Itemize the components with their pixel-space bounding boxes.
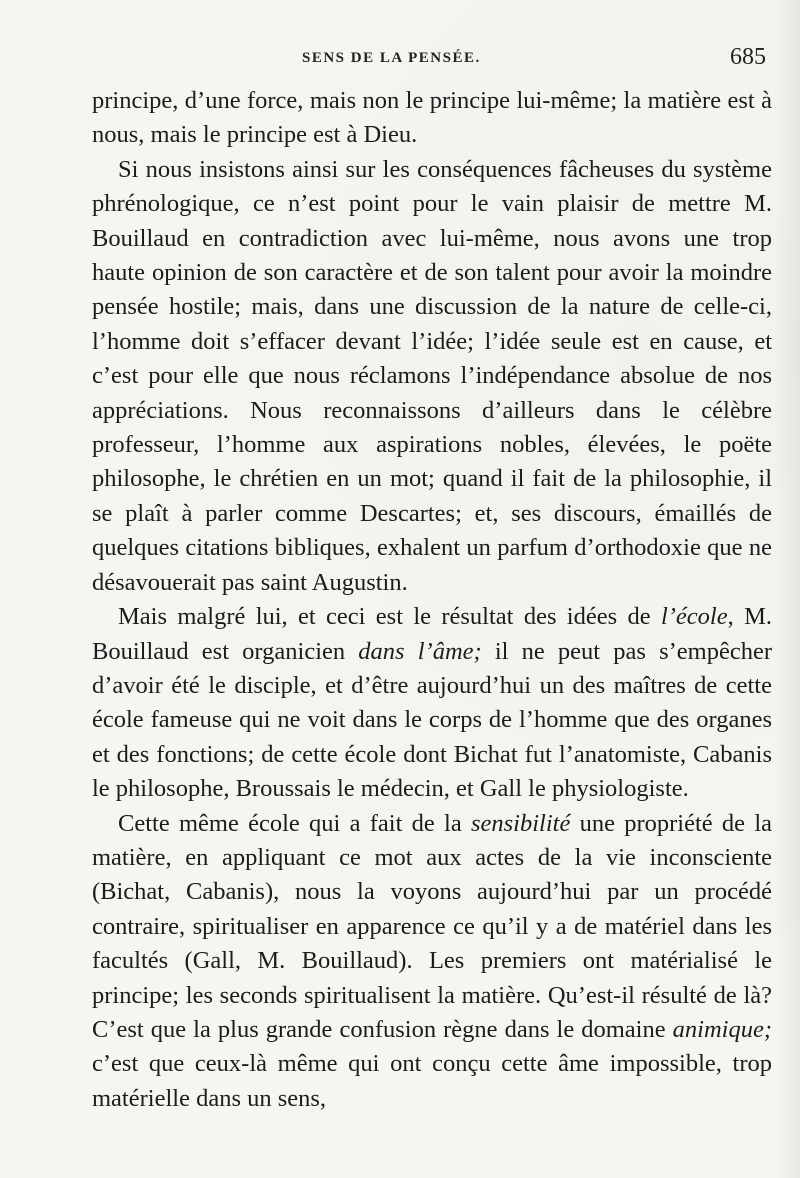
text-segment: c’est que ceux-là même qui ont conçu cette âme impossible, trop matérielle dans un sens, xyxy=(92,1050,772,1112)
page-edge-shadow xyxy=(774,0,800,1178)
running-title: SENS DE LA PENSÉE. xyxy=(302,50,481,66)
italic-text-segment: dans l’âme; xyxy=(358,637,482,665)
italic-text-segment: l’école xyxy=(660,603,728,631)
text-segment: principe, d’une force, mais non le principe lui-même; la matière est à nous, mais le principe est à Dieu. xyxy=(92,87,772,149)
page-number: 685 xyxy=(730,44,766,70)
text-segment: Si nous insistons ainsi sur les conséquences fâcheuses du système phrénologique, ce n’est point pour le vain plaisir de mettre M. Bouillaud en contradiction avec lui-même, nous avons une trop haute opinion de son caractère et de son talent pour avoir la moindre pensée hostile; mais, dans une discussion de la nature de celle-ci, l’homme doit s’effacer devant l’idée; l’idée seule est en cause, et c’est pour elle que nous réclamons l’indépendance absolue de nos appréciations. Nous reconnaissons d’ailleurs dans le célèbre professeur, l’homme aux aspirations nobles, élevées, le poëte philosophe, le chrétien en un mot; quand il fait de la philosophie, il se plaît à parler comme Descartes; et, ses discours, émaillés de quelques citations bibliques, exhalent un parfum d’orthodoxie que ne désavouerait pas saint Augustin. xyxy=(92,155,772,596)
paragraph-4 xyxy=(92,807,772,1117)
italic-text-segment: sensibilité xyxy=(470,809,571,837)
paragraph-3 xyxy=(92,600,772,806)
text-segment: Cette même école qui a fait de la xyxy=(118,809,471,837)
body-text xyxy=(92,84,772,1116)
page-header xyxy=(92,44,772,74)
text-segment: il ne peut pas s’empêcher d’avoir été le disciple, et d’être aujourd’hui un des maîtres de cette école fameuse qui ne voit dans le corps de l’homme que des organes et des fonctions; de cette école dont Bichat fut l’anatomiste, Cabanis le philosophe, Broussais le médecin, et Gall le physiologiste. xyxy=(92,637,772,803)
text-segment: , M. Bouillaud est organicien xyxy=(92,603,772,665)
italic-text-segment: animique; xyxy=(672,1015,772,1043)
paragraph-2 xyxy=(92,153,772,600)
text-segment: une propriété de la matière, en appliquant ce mot aux actes de la vie inconsciente (Bichat, Cabanis), nous la voyons aujourd’hui par un procédé contraire, spiritualiser en apparence ce qu’il y a de matériel dans les facultés (Gall, M. Bouillaud). Les premiers ont matérialisé le principe; les seconds spiritualisent la matière. Qu’est-il résulté de là? C’est que la plus grande confusion règne dans le domaine xyxy=(92,809,772,1043)
paragraph-1 xyxy=(92,84,772,153)
text-segment: Mais malgré lui, et ceci est le résultat des idées de xyxy=(118,603,661,631)
